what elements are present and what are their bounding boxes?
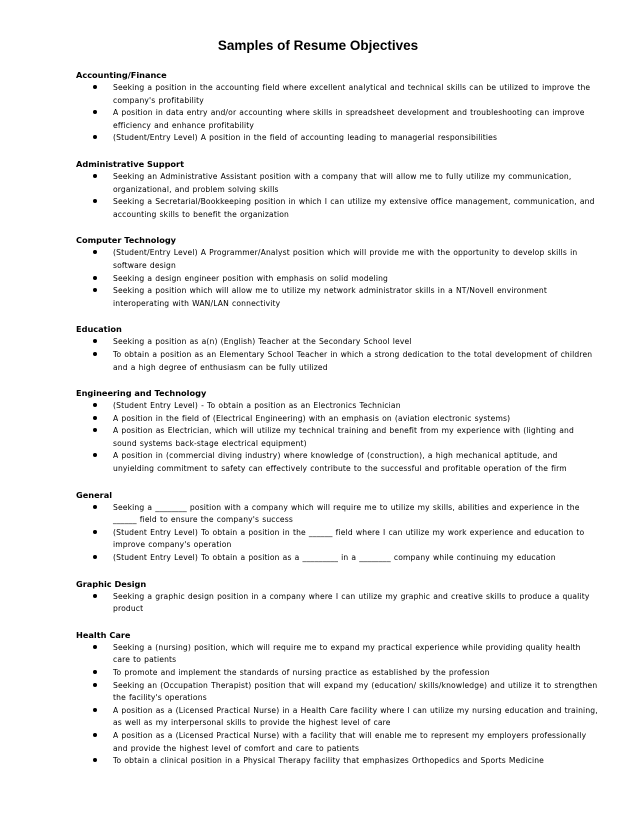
objective-list xyxy=(76,247,598,310)
bullet-icon xyxy=(93,428,97,432)
objective-item xyxy=(76,336,598,349)
objective-list xyxy=(76,502,598,565)
objective-item xyxy=(76,591,598,616)
objective-text: Seeking a position as a(n) (English) Teacher at the Secondary School level xyxy=(113,337,412,347)
section-heading: Administrative Support xyxy=(76,158,185,169)
objective-text: Seeking a Secretarial/Bookkeeping position in which I can utilize my extensive office management, communication, and accounting skills to benefit the organization xyxy=(113,197,595,219)
objective-text: Seeking a (nursing) position, which will require me to expand my practical experience while providing quality health care to patients xyxy=(113,642,581,665)
objective-item xyxy=(76,82,598,107)
objective-text: A position as Electrician, which will utilize my technical training and benefit from my experience with (lighting and sound systems back-stage electrical equipment) xyxy=(113,426,574,448)
objective-text: Seeking a position in the accounting field where excellent analytical and technical skills can be utilized to improve the company's profitability xyxy=(113,83,591,105)
section-heading: Engineering and Technology xyxy=(76,388,207,399)
objective-item xyxy=(76,642,598,667)
bullet-icon xyxy=(93,276,97,280)
bullet-icon xyxy=(93,645,97,649)
objective-item xyxy=(76,247,598,272)
objective-list xyxy=(76,336,598,374)
objective-section xyxy=(76,629,598,768)
objective-text: (Student Entry Level) - To obtain a position as an Electronics Technician xyxy=(113,401,401,411)
bullet-icon xyxy=(93,708,97,712)
objective-text: Seeking an Administrative Assistant position with a company that will allow me to fully utilize my communication, organizational, and problem solving skills xyxy=(113,171,572,194)
objective-list xyxy=(76,171,598,221)
objective-text: (Student/Entry Level) A position in the field of accounting leading to managerial responsibilities xyxy=(113,133,498,143)
objective-item xyxy=(76,667,598,680)
objective-item xyxy=(76,730,598,755)
objective-section xyxy=(76,489,598,565)
objective-section xyxy=(76,234,598,310)
objective-item xyxy=(76,680,598,705)
objective-item xyxy=(76,171,598,196)
objective-item xyxy=(76,107,598,132)
bullet-icon xyxy=(93,733,97,737)
bullet-icon xyxy=(93,758,97,762)
bullet-icon xyxy=(93,453,97,457)
bullet-icon xyxy=(93,594,97,598)
objective-list xyxy=(76,591,598,616)
objective-text: Seeking a graphic design position in a company where I can utilize my graphic and creative skills to produce a quality product xyxy=(113,591,590,614)
bullet-icon xyxy=(93,250,97,254)
bullet-icon xyxy=(93,670,97,674)
objective-item xyxy=(76,425,598,450)
objective-text: Seeking a position which will allow me to utilize my network administrator skills in a NT/Novell environment interoperating with WAN/LAN connectivity xyxy=(113,286,547,308)
objective-item xyxy=(76,400,598,413)
section-heading: Health Care xyxy=(76,629,131,640)
objective-list xyxy=(76,82,598,145)
bullet-icon xyxy=(93,403,97,407)
bullet-icon xyxy=(93,174,97,178)
objective-text: To obtain a clinical position in a Physical Therapy facility that emphasizes Orthopedics and Sports Medicine xyxy=(113,756,544,766)
bullet-icon xyxy=(93,199,97,203)
objective-text: (Student/Entry Level) A Programmer/Analyst position which will provide me with the opportunity to develop skills in software design xyxy=(113,248,578,270)
objective-text: A position in data entry and/or accounting where skills in spreadsheet development and troubleshooting can improve efficiency and enhance profitability xyxy=(113,108,585,130)
objective-section xyxy=(76,578,598,616)
objective-text: A position in (commercial diving industry) where knowledge of (construction), a high mechanical aptitude, and unyielding commitment to safety can effectively contribute to the successful and profitable operation of the firm xyxy=(113,451,567,474)
objective-section xyxy=(76,323,598,374)
objective-section xyxy=(76,158,598,221)
objective-text: A position in the field of (Electrical Engineering) with an emphasis on (aviation electronic systems) xyxy=(113,413,511,423)
objective-item xyxy=(76,755,598,768)
objective-text: To obtain a position as an Elementary School Teacher in which a strong dedication to the total development of children and a high degree of enthusiasm can be fully utilized xyxy=(113,349,593,372)
objective-item xyxy=(76,349,598,374)
objective-text: Seeking a design engineer position with emphasis on solid modeling xyxy=(113,273,389,283)
bullet-icon xyxy=(93,555,97,559)
objective-list xyxy=(76,400,598,476)
objective-text: Seeking a ________ position with a company which will require me to utilize my skills, abilities and experience in the ______ field to ensure the company's success xyxy=(113,502,580,525)
objective-item xyxy=(76,413,598,426)
bullet-icon xyxy=(93,352,97,356)
bullet-icon xyxy=(93,85,97,89)
section-heading: Graphic Design xyxy=(76,578,147,589)
objective-text: (Student Entry Level) To obtain a position as a _________ in a ________ company while continuing my education xyxy=(113,553,556,563)
objective-item xyxy=(76,502,598,527)
objective-text: (Student Entry Level) To obtain a position in the ______ field where I can utilize my work experience and education to improve company's operation xyxy=(113,527,585,550)
objective-text: A position as a (Licensed Practical Nurse) with a facility that will enable me to represent my employers professionally and provide the highest level of comfort and care to patients xyxy=(113,730,587,753)
bullet-icon xyxy=(93,135,97,139)
objective-item xyxy=(76,450,598,475)
bullet-icon xyxy=(93,339,97,343)
objective-item xyxy=(76,552,598,565)
bullet-icon xyxy=(93,110,97,114)
objective-section xyxy=(76,69,598,145)
bullet-icon xyxy=(93,288,97,292)
objective-item xyxy=(76,705,598,730)
bullet-icon xyxy=(93,416,97,420)
objective-text: Seeking an (Occupation Therapist) position that will expand my (education/ skills/knowledge) and utilize it to strengthen the facility's operations xyxy=(113,680,598,703)
section-heading: Accounting/Finance xyxy=(76,70,167,80)
section-heading: General xyxy=(76,489,113,500)
objective-list xyxy=(76,642,598,768)
section-heading: Education xyxy=(76,324,122,335)
objective-item xyxy=(76,285,598,310)
objective-text: A position as a (Licensed Practical Nurse) in a Health Care facility where I can utilize my nursing education and training, as well as my interpersonal skills to provide the highest level of care xyxy=(113,705,598,728)
objective-text: To promote and implement the standards of nursing practice as established by the profession xyxy=(113,668,490,677)
sections-container xyxy=(76,69,598,768)
objective-item xyxy=(76,527,598,552)
objective-section xyxy=(76,387,598,476)
objective-item xyxy=(76,132,598,145)
document-title: Samples of Resume Objectives xyxy=(217,38,419,53)
bullet-icon xyxy=(93,683,97,687)
bullet-icon xyxy=(93,505,97,509)
bullet-icon xyxy=(93,530,97,534)
objective-item xyxy=(76,273,598,286)
objective-item xyxy=(76,196,598,221)
section-heading: Computer Technology xyxy=(76,235,177,246)
